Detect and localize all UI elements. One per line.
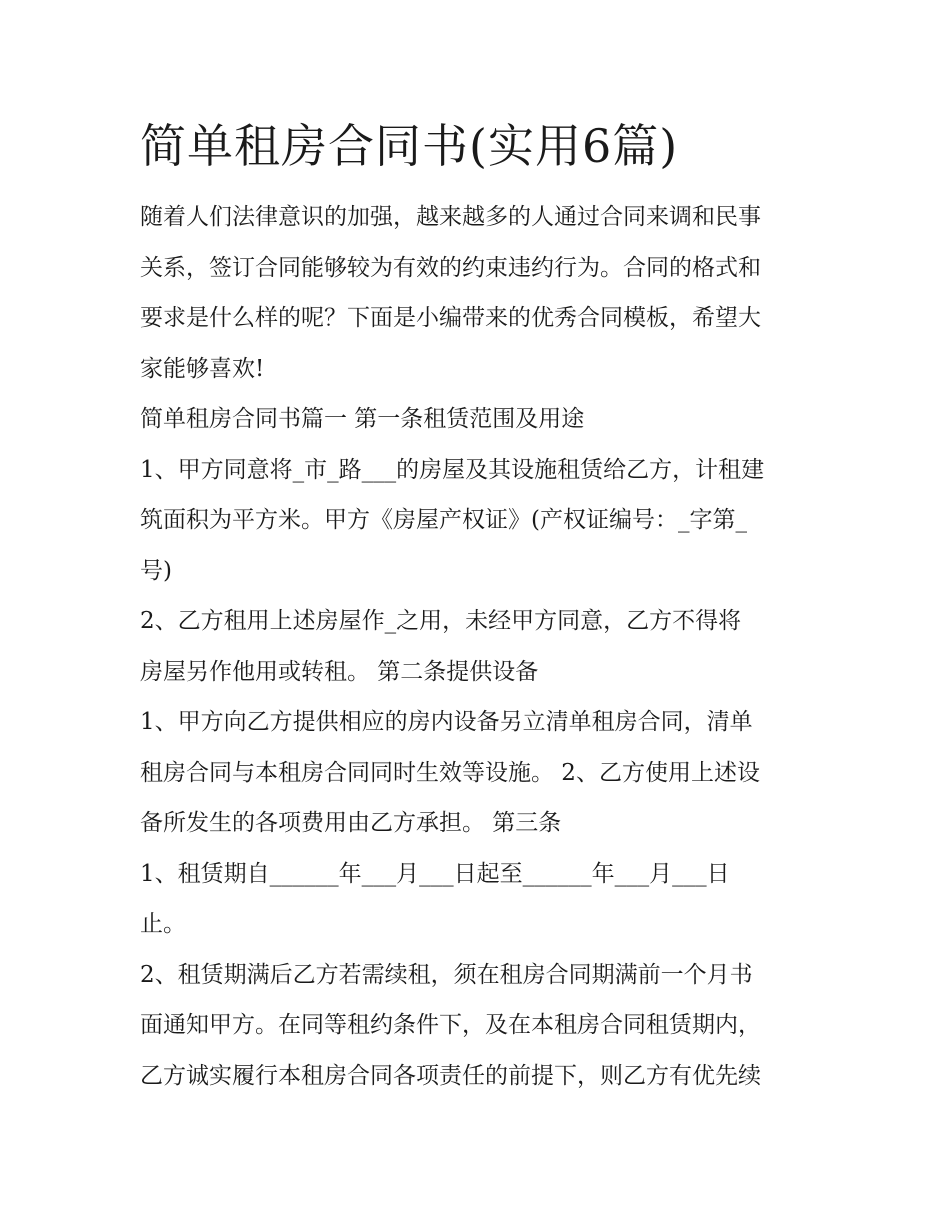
body-line: 要求是什么样的呢？下面是小编带来的优秀合同模板，希望大 — [140, 305, 761, 331]
body-line: 房屋另作他用或转租。 第二条提供设备 — [140, 658, 539, 685]
body-line: 2、乙方租用上述房屋作_之用，未经甲方同意，乙方不得将 — [140, 608, 742, 634]
document-page — [140, 108, 820, 1101]
document-body — [140, 192, 820, 1101]
body-line: 随着人们法律意识的加强，越来越多的人通过合同来调和民事 — [140, 204, 761, 230]
body-line: 1、甲方向乙方提供相应的房内设备另立清单租房合同，清单 — [140, 709, 753, 735]
body-line: 租房合同与本租房合同同时生效等设施。 2、乙方使用上述设 — [140, 759, 760, 786]
body-line: 家能够喜欢! — [140, 355, 265, 382]
body-line: 乙方诚实履行本租房合同各项责任的前提下，则乙方有优先续 — [140, 1062, 761, 1089]
document-title: 简单租房合同书(实用6篇) — [140, 119, 679, 173]
body-line: 1、租赁期自______年___月___日起至______年___月___日 — [140, 860, 730, 887]
body-line: 止。 — [140, 911, 186, 937]
body-line: 备所发生的各项费用由乙方承担。 第三条 — [140, 810, 562, 836]
body-line: 2、租赁期满后乙方若需续租，须在租房合同期满前一个月书 — [140, 961, 753, 988]
body-line: 关系，签订合同能够较为有效的约束违约行为。合同的格式和 — [140, 254, 761, 281]
body-line: 号) — [140, 557, 172, 584]
body-line: 面通知甲方。在同等租约条件下，及在本租房合同租赁期内， — [140, 1012, 761, 1038]
section-heading-line: 简单租房合同书篇一 第一条租赁范围及用途 — [140, 406, 585, 432]
body-line: 筑面积为平方米。甲方《房屋产权证》(产权证编号：_字第_ — [140, 507, 747, 533]
body-line: 1、甲方同意将_市_路___的房屋及其设施租赁给乙方，计租建 — [140, 456, 765, 483]
